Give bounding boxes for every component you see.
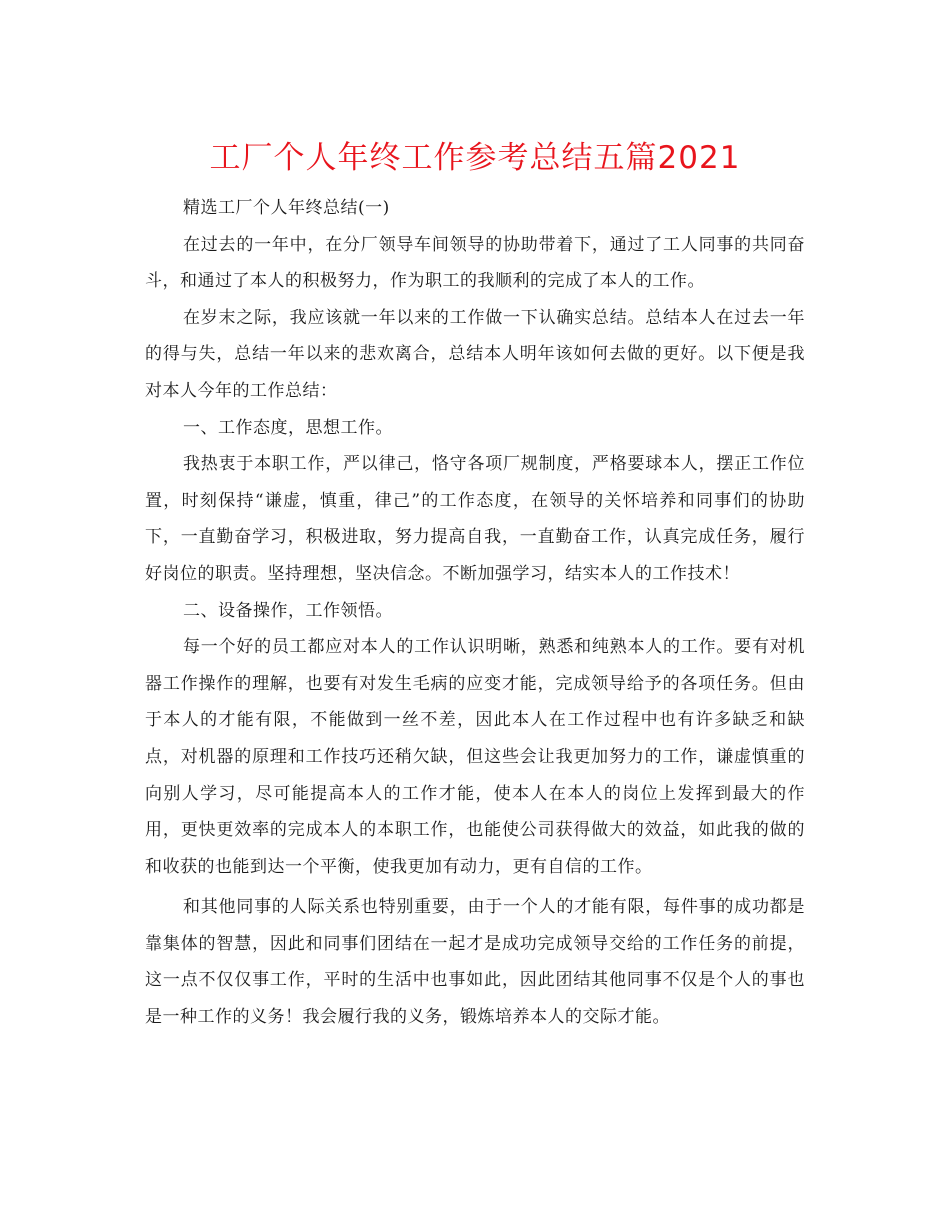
section-heading: 二、设备操作，工作领悟。 [183,600,393,621]
section-subtitle: 精选工厂个人年终总结(一) [183,198,390,218]
body-paragraph: 在岁末之际，我应该就一年以来的工作做一下认确实总结。总结本人在过去一年的得与失，总结一年以来的悲欢离合，总结本人明年该如何去做的更好。以下便是我对本人今年的工作总结： [145,307,805,401]
section-heading: 一、工作态度，思想工作。 [183,417,393,438]
body-paragraph: 在过去的一年中，在分厂领导车间领导的协助带着下，通过了工人同事的共同奋斗，和通过了本人的积极努力，作为职工的我顺利的完成了本人的工作。 [145,234,805,292]
body-paragraph: 和其他同事的人际关系也特别重要，由于一个人的才能有限，每件事的成功都是靠集体的智慧，因此和同事们团结在一起才是成功完成领导交给的工作任务的前提，这一点不仅仅事工作，平时的生活中也事如此，因此团结其他同事不仅是个人的事也是一种工作的义务！我会履行我的义务，锻炼培养本人的交际才能。 [145,897,805,1028]
document-page [145,132,805,1036]
document-title: 工厂个人年终工作参考总结五篇2021 [209,140,741,176]
body-paragraph: 每一个好的员工都应对本人的工作认识明晰，熟悉和纯熟本人的工作。要有对机器工作操作的理解，也要有对发生毛病的应变才能，完成领导给予的各项任务。但由于本人的才能有限，不能做到一丝不差，因此本人在工作过程中也有许多缺乏和缺点，对机器的原理和工作技巧还稍欠缺，但这些会让我更加努力的工作，谦虚慎重的向别人学习，尽可能提高本人的工作才能，使本人在本人的岗位上发挥到最大的作用，更快更效率的完成本人的本职工作，也能使公司获得做大的效益，如此我的做的和收获的也能到达一个平衡，使我更加有动力，更有自信的工作。 [145,637,805,877]
body-paragraph: 我热衷于本职工作，严以律己，恪守各项厂规制度，严格要球本人，摆正工作位置，时刻保持“谦虚，慎重，律己”的工作态度，在领导的关怀培养和同事们的协助下，一直勤奋学习，积极进取，努力提高自我，一直勤奋工作，认真完成任务，履行好岗位的职责。坚持理想，坚决信念。不断加强学习，结实本人的工作技术！ [145,454,805,584]
